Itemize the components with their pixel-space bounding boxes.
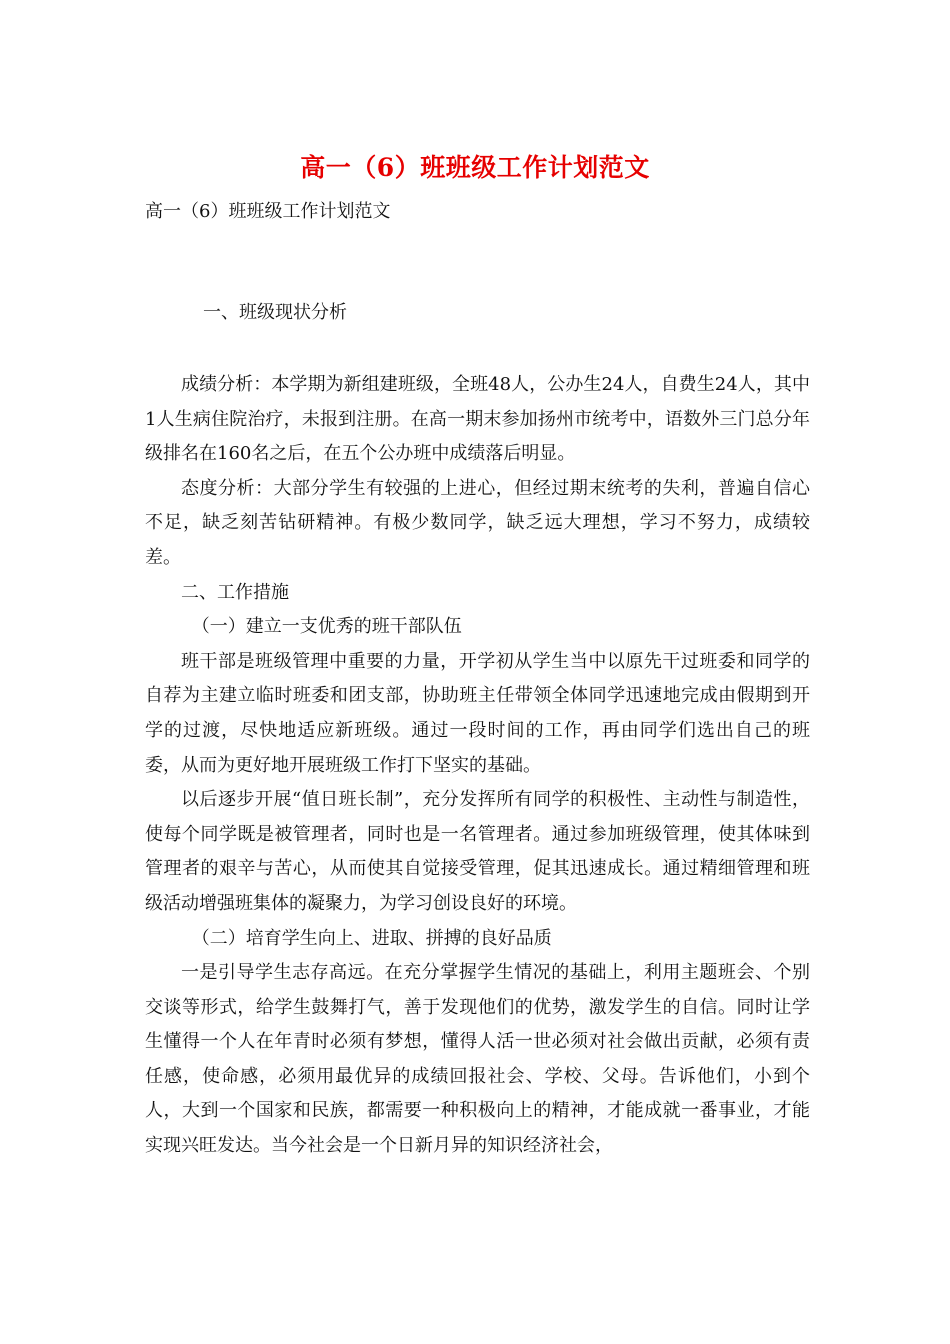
paragraph-class-cadre: 班干部是班级管理中重要的力量，开学初从学生当中以原先干过班委和同学的自荐为主建立临时班委和团支部，协助班主任带领全体同学迅速地完成由假期到开学的过渡，尽快地适应新班级。通过一段时间的工作，再由同学们选出自己的班委，从而为更好地开展班级工作打下坚实的基础。 — [145, 650, 810, 776]
document-subtitle: 高一（6）班班级工作计划范文 — [145, 201, 391, 222]
paragraph-duty-monitor: 以后逐步开展“值日班长制”，充分发挥所有同学的积极性、主动性与制造性，使每个同学既是被管理者，同时也是一名管理者。通过参加班级管理，使其体味到管理者的艰辛与苦心，从而使其自觉接受管理，促其迅速成长。通过精细管理和班级活动增强班集体的凝聚力，为学习创设良好的环境。 — [145, 789, 810, 914]
subsection-heading-1: （一）建立一支优秀的班干部队伍 — [191, 616, 462, 638]
section-heading-2: 二、工作措施 — [181, 581, 289, 603]
paragraph-score-analysis: 成绩分析：本学期为新组建班级，全班48人，公办生24人，自费生24人，其中1人生病住院治疗，未报到注册。在高一期末参加扬州市统考中，语数外三门总分年级排名在160名之后，在五个公办班中成绩落后明显。 — [145, 374, 810, 465]
subsection-heading-2: （二）培育学生向上、进取、拼搏的良好品质 — [191, 927, 552, 949]
document-body — [145, 368, 810, 1164]
section-heading-1: 一、班级现状分析 — [203, 302, 347, 323]
paragraph-attitude-analysis: 态度分析：大部分学生有较强的上进心，但经过期末统考的失利，普遍自信心不足，缺乏刻苦钻研精神。有极少数同学，缺乏远大理想，学习不努力，成绩较差。 — [145, 477, 810, 568]
paragraph-aspiration: 一是引导学生志存高远。在充分掌握学生情况的基础上，利用主题班会、个别交谈等形式，给学生鼓舞打气，善于发现他们的优势，激发学生的自信。同时让学生懂得一个人在年青时必须有梦想，懂得人活一世必须对社会做出贡献，必须有责任感，使命感，必须用最优异的成绩回报社会、学校、父母。告诉他们，小到个人，大到一个国家和民族，都需要一种积极向上的精神，才能成就一番事业，才能实现兴旺发达。当今社会是一个日新月异的知识经济社会， — [145, 962, 810, 1157]
document-title: 高一（6）班班级工作计划范文 — [300, 153, 650, 182]
